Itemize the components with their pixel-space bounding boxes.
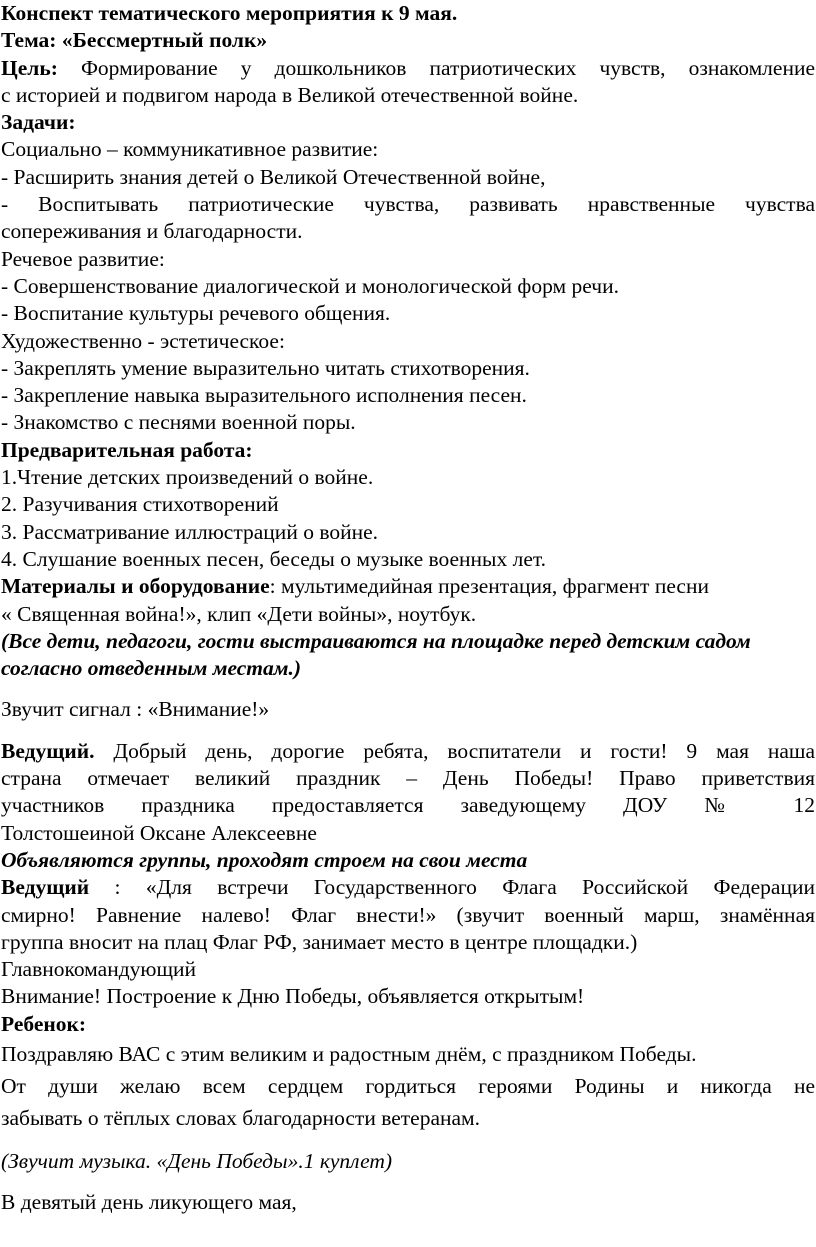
theme-value: «Бессмертный полк» bbox=[61, 28, 268, 53]
paragraph-gap bbox=[1, 1134, 815, 1148]
social-item-2-line-2: сопереживания и благодарности. bbox=[1, 219, 303, 244]
goal-line-1 bbox=[1, 55, 815, 82]
host-line-2: страна отмечает великий праздник – День Победы! Право приветствия bbox=[1, 766, 815, 791]
goal-text-1: Формирование у дошкольников патриотических чувств, ознакомление bbox=[80, 55, 815, 80]
stage-direction-line-1: (Все дети, педагоги, гости выстраиваются на площадке перед детским садом bbox=[1, 628, 751, 653]
art-heading: Художественно - эстетическое: bbox=[1, 328, 285, 353]
signal-line: Звучит сигнал : «Внимание!» bbox=[1, 697, 270, 722]
music-note: (Звучит музыка. «День Победы».1 куплет) bbox=[1, 1148, 393, 1173]
host2-label: Ведущий bbox=[1, 875, 90, 900]
paragraph-gap bbox=[1, 682, 815, 696]
speech-item-1: - Совершенствование диалогической и монологической форм речи. bbox=[1, 273, 619, 298]
prep-item-1: 1.Чтение детских произведений о войне. bbox=[1, 465, 374, 490]
groups-announce: Объявляются группы, проходят строем на свои места bbox=[1, 847, 528, 872]
art-item-1: - Закреплять умение выразительно читать стихотворения. bbox=[1, 355, 530, 380]
host-line-1 bbox=[1, 738, 815, 765]
speech-item-2: - Воспитание культуры речевого общения. bbox=[1, 301, 391, 326]
goal-line-2: с историей и подвигом народа в Великой отечественной войне. bbox=[1, 82, 579, 107]
host-text-1: Добрый день, дорогие ребята, воспитатели и гости! 9 мая наша bbox=[113, 738, 815, 763]
prep-item-3: 3. Рассматривание иллюстраций о войне. bbox=[1, 519, 379, 544]
commander-label: Главнокомандующий bbox=[1, 957, 197, 982]
theme-line bbox=[1, 27, 815, 54]
prep-item-2: 2. Разучивания стихотворений bbox=[1, 492, 279, 517]
tasks-label: Задачи: bbox=[1, 110, 76, 135]
paragraph-gap bbox=[1, 1175, 815, 1189]
prep-label: Предварительная работа: bbox=[1, 437, 253, 462]
theme-label: Тема: bbox=[1, 28, 57, 53]
art-item-2: - Закрепление навыка выразительного исполнения песен. bbox=[1, 383, 527, 408]
child-line-2: От души желаю всем сердцем гордиться героями Родины и никогда не bbox=[1, 1073, 815, 1098]
social-item-2-line-1: - Воспитывать патриотические чувства, развивать нравственные чувства bbox=[1, 192, 815, 217]
host2-line-3: группа вносит на плац Флаг РФ, занимает место в центре площадки.) bbox=[1, 929, 638, 954]
stage-direction-line-2: согласно отведенным местам.) bbox=[1, 656, 301, 681]
commander-line: Внимание! Построение к Дню Победы, объявляется открытым! bbox=[1, 984, 585, 1009]
social-item-1: - Расширить знания детей о Великой Отечественной войне, bbox=[1, 164, 546, 189]
goal-label: Цель: bbox=[1, 55, 58, 80]
document-title: Конспект тематического мероприятия к 9 мая. bbox=[1, 1, 458, 25]
speech-heading: Речевое развитие: bbox=[1, 246, 165, 271]
child-line-3: забывать о тёплых словах благодарности ветеранам. bbox=[1, 1105, 481, 1130]
art-item-3: - Знакомство с песнями военной поры. bbox=[1, 410, 356, 435]
child-label: Ребенок: bbox=[1, 1011, 87, 1036]
prep-item-4: 4. Слушание военных песен, беседы о музыке военных лет. bbox=[1, 546, 547, 571]
paragraph-gap bbox=[1, 724, 815, 738]
host2-text-1: : «Для встречи Государственного Флага Российской Федерации bbox=[114, 875, 815, 900]
child-line-1: Поздравляю ВАС с этим великим и радостным днём, с праздником Победы. bbox=[1, 1041, 697, 1066]
host-line-4: Толстошеиной Оксане Алексеевне bbox=[1, 820, 317, 845]
materials-line-1 bbox=[1, 573, 815, 600]
poem-line-1: В девятый день ликующего мая, bbox=[1, 1190, 297, 1215]
materials-line-2: « Священная война!», клип «Дети войны», ноутбук. bbox=[1, 601, 477, 626]
materials-text-1: : мультимедийная презентация, фрагмент песни bbox=[269, 574, 709, 599]
social-heading: Социально – коммуникативное развитие: bbox=[1, 137, 379, 162]
host-line-3: участников праздника предоставляется заведующему ДОУ № 12 bbox=[1, 793, 815, 818]
host-label: Ведущий. bbox=[1, 738, 95, 763]
host2-line-2: смирно! Равнение налево! Флаг внести!» (звучит военный марш, знамённая bbox=[1, 902, 815, 927]
materials-label: Материалы и оборудование bbox=[1, 574, 270, 599]
host2-line-1 bbox=[1, 874, 815, 901]
